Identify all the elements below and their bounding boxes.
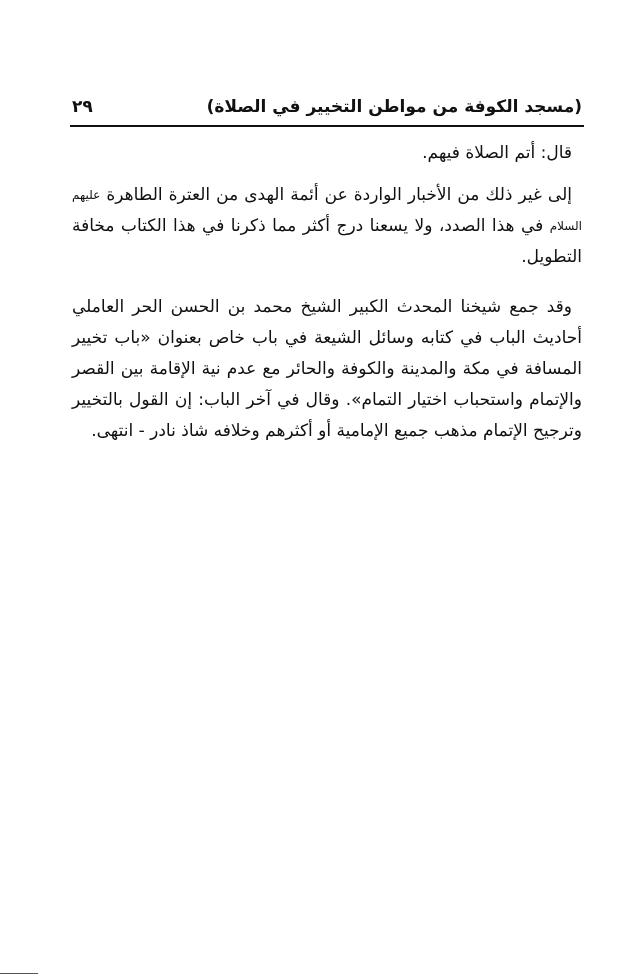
- running-header-title: (مسجد الكوفة من مواطن التخيير في الصلاة): [206, 97, 582, 117]
- paragraph-3: وقد جمع شيخنا المحدث الكبير الشيخ محمد بن الحسن الحر العاملي أحاديث الباب في كتابه وسائل الشيعة في باب خاص بعنوان «باب تخيير المسافة في مكة والمدينة والكوفة والحائر مع عدم نية الإقامة بين القصر والإتمام واستحباب اختيار التمام». وقال في آخر الباب: إن القول بالتخيير وترجيح الإتمام مذهب جميع الإمامية أو أكثرهم وخلافه شاذ نادر - انتهى.: [72, 297, 582, 441]
- honorific-glyph: عليهم السلام: [72, 188, 582, 233]
- running-header: [72, 92, 582, 122]
- paragraph-1: قال: أتم الصلاة فيهم.: [422, 143, 572, 163]
- scan-edge-mark: [0, 973, 38, 974]
- page-number: ٢٩: [72, 97, 93, 117]
- header-divider: [70, 125, 584, 127]
- page-body: [72, 138, 582, 447]
- paragraph-2-text-before: إلى غير ذلك من الأخبار الواردة عن أئمة الهدى من العترة الطاهرة: [106, 185, 572, 205]
- paragraph-2: [72, 180, 582, 273]
- paragraph-2-text-after: في هذا الصدد، ولا يسعنا درج أكثر مما ذكرنا في هذا الكتاب مخافة التطويل.: [72, 216, 582, 267]
